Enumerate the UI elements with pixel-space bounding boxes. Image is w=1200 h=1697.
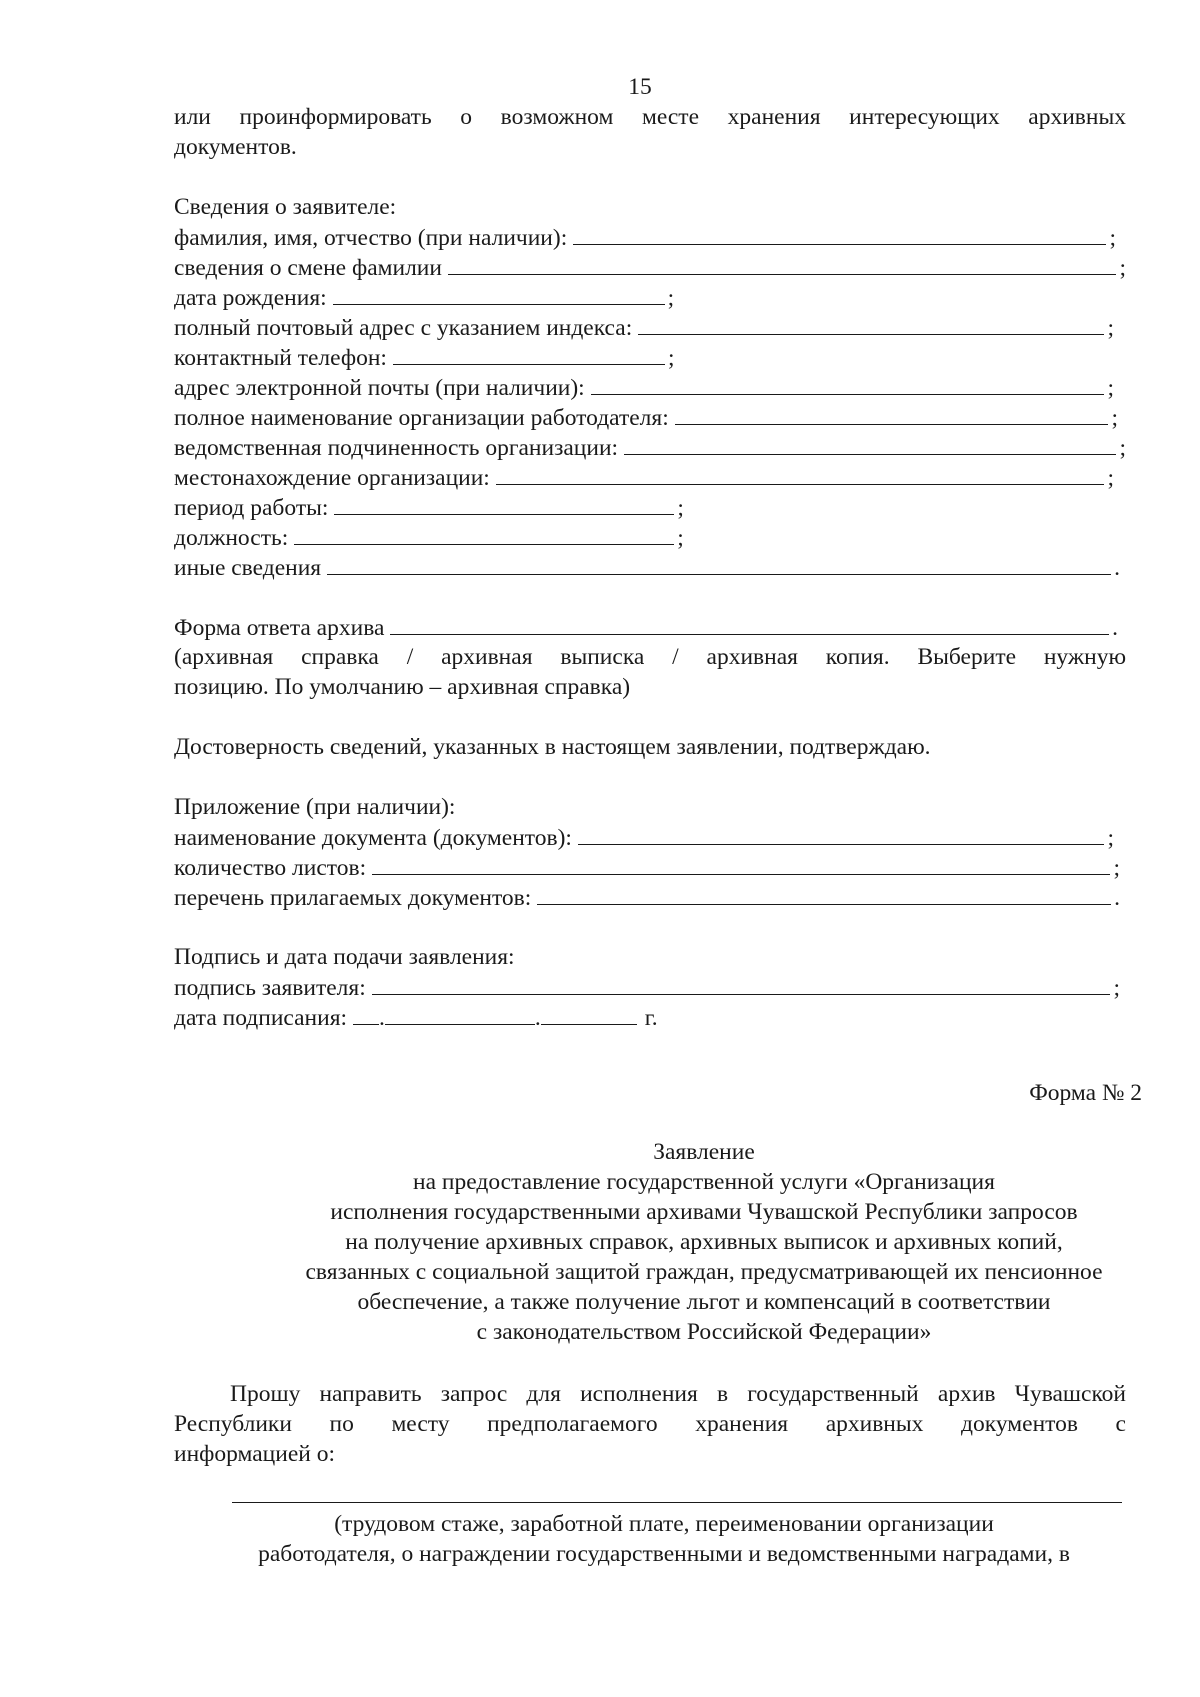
employer-name-input[interactable] [675, 402, 1109, 425]
title-line: с законодательством Российской Федерации» [476, 1319, 932, 1345]
attached-documents-input[interactable] [537, 882, 1111, 905]
field-document-name: наименование документа (документов): ; [174, 822, 1126, 852]
request-line-1: Прошу направить запрос для исполнения в государственный архив Чувашской [230, 1381, 1126, 1407]
field-attached-documents-list: перечень прилагаемых документов: . [174, 882, 1126, 912]
title-line: связанных с социальной защитой граждан, предусматривающей их пенсионное [305, 1259, 1103, 1285]
signature-heading: Подпись и дата подачи заявления: [174, 944, 515, 970]
hint-line: работодателя, о награждении государственными и ведомственными наградами, в [258, 1541, 1070, 1567]
subordination-input[interactable] [624, 432, 1116, 455]
request-paragraph [174, 1379, 1126, 1469]
field-full-name: фамилия, имя, отчество (при наличии): ; [174, 222, 1126, 252]
title-line: обеспечение, а также получение льгот и компенсаций в соответствии [357, 1289, 1051, 1315]
field-email: адрес электронной почты (при наличии): ; [174, 372, 1126, 402]
answer-form-note-line-1: (архивная справка / архивная выписка / архивная копия. Выберите нужную [174, 644, 1126, 670]
intro-line-1: или проинформировать о возможном месте хранения интересующих архивных [174, 104, 1126, 130]
field-label: контактный телефон: [174, 345, 387, 371]
document-name-input[interactable] [578, 822, 1105, 845]
field-label: наименование документа (документов): [174, 825, 572, 851]
birth-date-input[interactable] [333, 282, 665, 305]
field-signing-date: дата подписания: . . г. [174, 1002, 1126, 1032]
field-departmental-subordination: ведомственная подчиненность организации: ; [174, 432, 1126, 462]
surname-change-input[interactable] [448, 252, 1117, 275]
full-name-input[interactable] [573, 222, 1106, 245]
field-label: местонахождение организации: [174, 465, 490, 491]
field-label: ведомственная подчиненность организации: [174, 435, 619, 461]
applicant-heading: Сведения о заявителе: [174, 194, 397, 220]
field-label: Форма ответа архива [174, 615, 385, 641]
date-month-input[interactable] [385, 1002, 535, 1025]
intro-line-2: документов. [174, 134, 297, 160]
field-label: период работы: [174, 495, 329, 521]
date-day-input[interactable] [353, 1002, 379, 1025]
date-year-input[interactable] [541, 1002, 637, 1025]
answer-form-input[interactable] [390, 612, 1109, 635]
field-applicant-signature: подпись заявителя: ; [174, 972, 1126, 1002]
confirmation-statement: Достоверность сведений, указанных в настоящем заявлении, подтверждаю. [174, 734, 931, 760]
field-label: иные сведения [174, 555, 322, 581]
field-label: сведения о смене фамилии [174, 255, 442, 281]
sheet-count-input[interactable] [372, 852, 1110, 875]
field-label: полный почтовый адрес с указанием индекса: [174, 315, 633, 341]
field-employer-name: полное наименование организации работодателя: ; [174, 402, 1126, 432]
field-label: адрес электронной почты (при наличии): [174, 375, 585, 401]
field-organization-location: местонахождение организации: ; [174, 462, 1126, 492]
field-label: дата рождения: [174, 285, 327, 311]
field-work-period: период работы: ; [174, 492, 1126, 522]
field-position: должность: ; [174, 522, 1126, 552]
signature-input[interactable] [372, 972, 1111, 995]
field-label: полное наименование организации работодателя: [174, 405, 669, 431]
field-birth-date: дата рождения: ; [174, 282, 1126, 312]
field-label: фамилия, имя, отчество (при наличии): [174, 225, 568, 251]
title-line: на предоставление государственной услуги «Организация [413, 1169, 995, 1195]
field-surname-change: сведения о смене фамилии ; [174, 252, 1126, 282]
field-label: должность: [174, 525, 289, 551]
title-line: на получение архивных справок, архивных выписок и архивных копий, [345, 1229, 1063, 1255]
phone-input[interactable] [393, 342, 665, 365]
request-info-input[interactable] [232, 1502, 1122, 1503]
form-number-label: Форма № 2 [1029, 1080, 1142, 1106]
form-1-body [174, 102, 1126, 1032]
application-title [174, 1137, 1200, 1347]
title-line: исполнения государственными архивами Чувашской Республики запросов [330, 1199, 1078, 1225]
field-other-info: иные сведения . [174, 552, 1126, 582]
field-label: количество листов: [174, 855, 367, 881]
field-label: перечень прилагаемых документов: [174, 885, 532, 911]
request-info-hint [174, 1509, 1154, 1569]
other-info-input[interactable] [327, 552, 1111, 575]
field-phone: контактный телефон: ; [174, 342, 1126, 372]
position-input[interactable] [294, 522, 674, 545]
email-input[interactable] [591, 372, 1105, 395]
organization-location-input[interactable] [496, 462, 1105, 485]
request-line-2: Республики по месту предполагаемого хранения архивных документов с [174, 1411, 1126, 1437]
request-line-3: информацией о: [174, 1441, 335, 1467]
hint-line: (трудовом стаже, заработной плате, переименовании организации [334, 1511, 994, 1537]
work-period-input[interactable] [334, 492, 674, 515]
field-postal-address: полный почтовый адрес с указанием индекса: ; [174, 312, 1126, 342]
attachment-heading: Приложение (при наличии): [174, 794, 456, 820]
field-sheet-count: количество листов: ; [174, 852, 1126, 882]
answer-form-note-line-2: позицию. По умолчанию – архивная справка) [174, 674, 631, 700]
page-number: 15 [628, 74, 652, 100]
field-label: дата подписания: [174, 1005, 348, 1031]
field-label: подпись заявителя: [174, 975, 366, 1001]
field-answer-form: Форма ответа архива . [174, 612, 1126, 642]
postal-address-input[interactable] [638, 312, 1104, 335]
title-line: Заявление [653, 1139, 755, 1165]
